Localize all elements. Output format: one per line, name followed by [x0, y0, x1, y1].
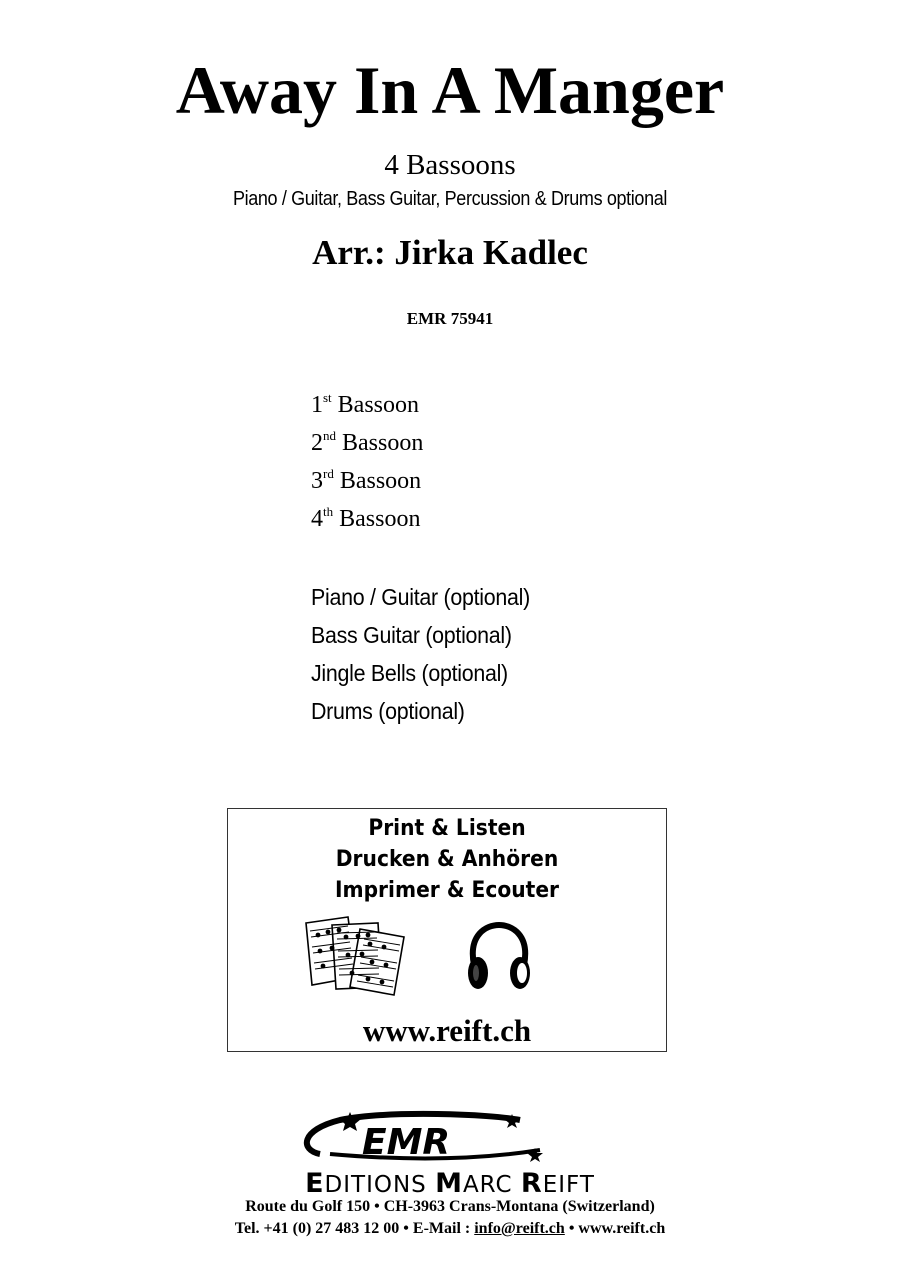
optional-part-item: Bass Guitar (optional) [311, 622, 512, 648]
publisher-contact: Tel. +41 (0) 27 483 12 00 • E-Mail : info@reift.ch • www.reift.ch [234, 1220, 666, 1237]
optional-part-item: Jingle Bells (optional) [311, 660, 508, 686]
optional-part-item: Drums (optional) [311, 698, 465, 724]
instrumentation-line: Piano / Guitar, Bass Guitar, Percussion & Drums optional [232, 188, 668, 210]
sheet-music-icon [298, 915, 413, 997]
subtitle: 4 Bassoons [384, 149, 516, 181]
part-item: 2nd Bassoon [311, 428, 424, 456]
email-link[interactable]: info@reift.ch [474, 1220, 565, 1237]
publisher-address: Route du Golf 150 • CH-3963 Crans-Montana (Switzerland) [245, 1198, 655, 1215]
emr-logo [250, 1110, 650, 1172]
catalog-number: EMR 75941 [406, 309, 494, 328]
part-item: 4th Bassoon [311, 504, 421, 532]
page-title: Away In A Manger [175, 52, 725, 128]
print-listen-box [227, 808, 667, 1052]
publisher-name: EDITIONS MARC REIFT [305, 1168, 595, 1199]
parts-list [311, 386, 423, 538]
part-item: 1st Bassoon [311, 390, 420, 418]
arranger: Arr.: Jirka Kadlec [312, 233, 588, 272]
optional-parts-list [311, 578, 530, 730]
optional-part-item: Piano / Guitar (optional) [311, 584, 530, 610]
headphones-icon [464, 921, 534, 997]
website-link[interactable]: www.reift.ch [362, 1013, 532, 1048]
promo-line-german: Drucken & Anhören [335, 847, 559, 872]
part-item: 3rd Bassoon [311, 466, 422, 494]
logo-text: EMR [362, 1122, 451, 1163]
promo-line-english: Print & Listen [368, 816, 526, 841]
promo-line-french: Imprimer & Ecouter [334, 878, 560, 903]
